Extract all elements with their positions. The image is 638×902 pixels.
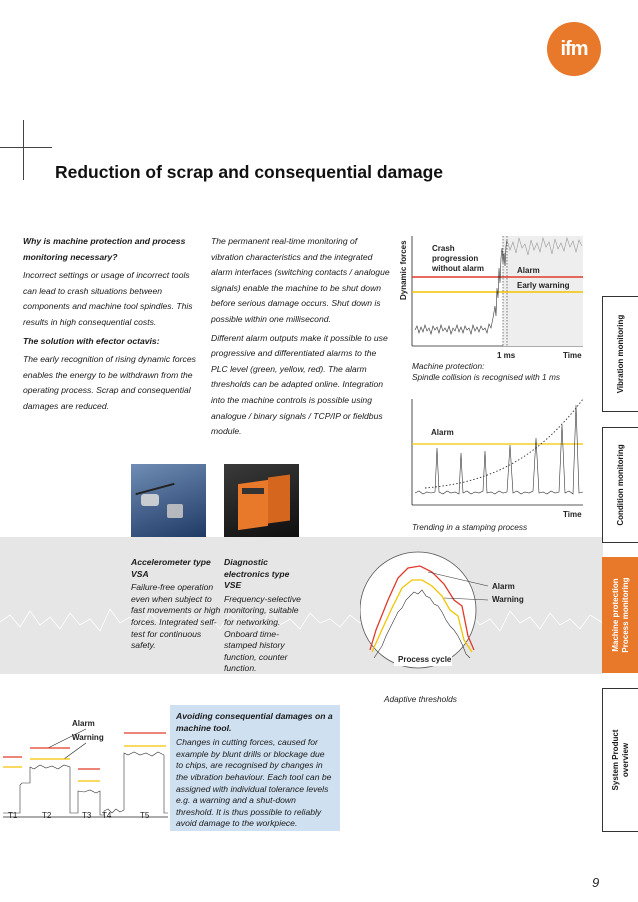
bluebox-heading: Avoiding consequential damages on a machine tool. (176, 711, 333, 733)
tool-label-t1: T1 (8, 811, 18, 820)
tab-condition-monitoring[interactable] (602, 427, 638, 543)
description-paragraph-2: Different alarm outputs make it possible to use progressive and differentiated alarms to the PLC level (green, yellow, red). The alarm thresholds can be adapted online. Integration into the machine controls is possible using analogue / binary signals / TCP/IP or fieldbus module. (211, 332, 388, 437)
chart1-x-tick: 1 ms (497, 351, 516, 360)
question-text: Incorrect settings or usage of incorrect tools can lead to crash situations between components and machine tool spindles. This results in high consequential costs. (23, 270, 193, 327)
chart1-caption-2: Spindle collision is recognised with 1 ms (412, 372, 561, 382)
vsa-description (131, 557, 221, 652)
tool-labels (0, 811, 170, 823)
crash-chart (395, 228, 595, 388)
page-number: 9 (592, 875, 600, 890)
solution-text: The early recognition of rising dynamic forces enables the energy to be withdrawn from the operating process. Scrap and consequential damages are reduced. (23, 354, 196, 411)
tool-label-t4: T4 (102, 811, 112, 820)
question-heading: Why is machine protection and process monitoring necessary? (23, 236, 186, 262)
tool-label-t5: T5 (140, 811, 150, 820)
tab-machine-protection[interactable] (602, 557, 638, 673)
chart3-alarm-label: Alarm (492, 582, 515, 591)
chart1-annotation-1: Crash (432, 244, 455, 253)
consequential-damage-box (170, 705, 340, 831)
diagnostic-electronics-photo (224, 464, 299, 537)
vse-title: Diagnostic electronics type VSE (224, 557, 290, 591)
chart3-cycle-label: Process cycle (398, 655, 452, 664)
chart4-signal (3, 752, 168, 815)
vsa-text: Failure-free operation even when subject to fast movements or high forces. Integrated self-test for continuous safety. (131, 582, 221, 651)
chart2-signal (415, 405, 583, 494)
tool-label-t3: T3 (82, 811, 92, 820)
intro-column (23, 234, 201, 415)
bluebox-text: Changes in cutting forces, caused for example by blunt drills or blockage due to chips, are recognised by changes in the vibration behaviour. Each tool can be assigned with individual tolerance levels e.g. a warning and a shut-down threshold. It is thus possible to reliably avoid damage to the workpiece. (176, 737, 332, 829)
chart1-xlabel: Time (563, 351, 582, 360)
crop-mark-h (0, 147, 52, 148)
vse-text: Frequency-selective monitoring, suitable for networking. Onboard time-stamped history function, counter function. (224, 593, 301, 674)
chart3-warning-label: Warning (492, 595, 524, 604)
ifm-logo (547, 22, 601, 76)
chart1-caption-1: Machine protection: (412, 361, 485, 371)
page-title: Reduction of scrap and consequential damage (55, 162, 443, 182)
tab-vibration-label: Vibration monitoring (615, 314, 625, 394)
vsa-title: Accelerometer type VSA (131, 557, 211, 579)
chart1-annotation-3: without alarm (432, 264, 485, 273)
solution-heading: The solution with efector octavis: (23, 335, 160, 346)
description-paragraph-1: The permanent real-time monitoring of vibration characteristics and the integrated alarm interfaces (switching contacts / analogue signals) enable the machine to be shut down before serious damage occurs. Shut down is possible within one millisecond. (211, 236, 390, 324)
crop-mark-v (23, 120, 24, 180)
chart4-warning-label: Warning (72, 733, 104, 742)
tab-machine-protection-label: Machine protection Process monitoring (610, 577, 630, 653)
chart4-alarm-label: Alarm (72, 719, 95, 728)
tab-system-overview[interactable] (602, 688, 638, 832)
chart1-alarm-label: Alarm (517, 266, 540, 275)
tab-system-label: System Product overview (610, 729, 630, 791)
stamping-trend-chart (395, 393, 595, 538)
vse-description (224, 557, 304, 675)
chart3-caption: Adaptive thresholds (384, 694, 457, 704)
tab-condition-label: Condition monitoring (615, 444, 625, 526)
chart1-ylabel: Dynamic forces (399, 240, 408, 300)
chart2-xlabel: Time (563, 510, 582, 519)
logo-text: ifm (560, 37, 588, 60)
tab-vibration-monitoring[interactable] (602, 296, 638, 412)
chart2-caption: Trending in a stamping process (412, 522, 528, 532)
chart1-warning-label: Early warning (517, 281, 570, 290)
accelerometer-photo (131, 464, 206, 537)
tool-label-t2: T2 (42, 811, 52, 820)
chart1-annotation-2: progression (432, 254, 479, 263)
adaptive-thresholds-chart (360, 550, 540, 710)
description-column (211, 234, 391, 440)
chart2-alarm-label: Alarm (431, 428, 454, 437)
